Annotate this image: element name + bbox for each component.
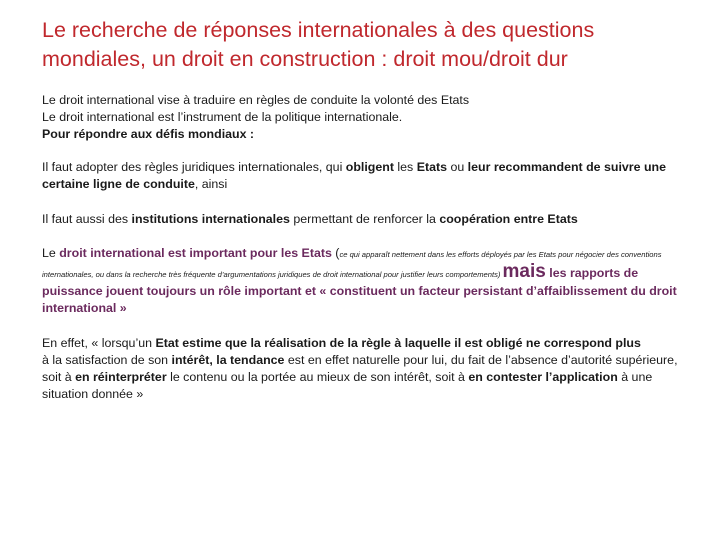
intro-line-1: Le droit international vise à traduire en règles de conduite la volonté des Etats	[42, 93, 470, 107]
effect-reinterpret: en réinterpréter	[75, 370, 167, 384]
effect-contest: en contester l’application	[468, 370, 618, 384]
imp-power: les rapports de puissance jouent toujours un rôle important et « constituent un facteur persistant d’affaiblissement du droit international »	[42, 266, 677, 315]
inst-cooperation: coopération entre Etats	[439, 212, 578, 226]
rules-text: ou	[447, 160, 468, 174]
effect-text: est en effet naturelle pour lui, du fait de l’absence d’autorité supérieure, soit à	[42, 353, 678, 384]
effect-state: Etat estime que la réalisation de la règle à laquelle il est obligé ne correspond plus	[155, 336, 641, 350]
effect-text: à une situation donnée »	[42, 370, 653, 401]
intro-line-3: Pour répondre aux défis mondiaux :	[42, 127, 255, 141]
effect-text: le contenu ou la portée au mieux de son intérêt, soit à	[166, 370, 469, 384]
imp-aside: ce qui apparaît nettement dans les efforts déployés par les Etats pour négocier des conventions internationales, ou dans la recherche très fréquente d’argumentations juridiques de droit international pour justifier leurs comportements	[42, 250, 662, 279]
imp-text: (	[331, 246, 340, 260]
effect-interest: intérêt	[171, 353, 210, 367]
rules-conduct: de suivre une certaine ligne de conduite	[42, 160, 666, 191]
effect-text: à la satisfaction de son	[42, 353, 172, 367]
rules-etats: Etats	[416, 160, 447, 174]
paragraph-institutions	[42, 211, 682, 228]
inst-institutions: institutions internationales	[131, 212, 290, 226]
paragraph-importance	[42, 245, 682, 317]
paragraph-intro	[42, 92, 682, 143]
imp-text: )	[497, 270, 503, 279]
paragraph-rules	[42, 159, 682, 193]
slide-body	[42, 92, 682, 403]
imp-text: Le	[42, 246, 60, 260]
effect-text: En effet, « lorsqu’un	[42, 336, 156, 350]
rules-oblige: obligent	[345, 160, 394, 174]
slide-title: Le recherche de réponses internationales à des questions mondiales, un droit en construction : droit mou/droit dur	[42, 18, 595, 71]
intro-line-2: Le droit international est l’instrument de la politique internationale.	[42, 110, 403, 124]
imp-mais: mais	[502, 261, 546, 282]
imp-highlight: droit international est important pour les Etats	[59, 246, 332, 260]
rules-recommend: leur recommandent	[467, 160, 583, 174]
rules-text: Il faut adopter des règles juridiques internationales, qui	[42, 160, 346, 174]
rules-text: les	[393, 160, 417, 174]
inst-text: Il faut aussi des	[42, 212, 132, 226]
effect-tendency: , la tendance	[209, 353, 285, 367]
inst-text: permettant de renforcer la	[289, 212, 440, 226]
rules-text: , ainsi	[194, 177, 228, 191]
paragraph-effect	[42, 335, 682, 403]
